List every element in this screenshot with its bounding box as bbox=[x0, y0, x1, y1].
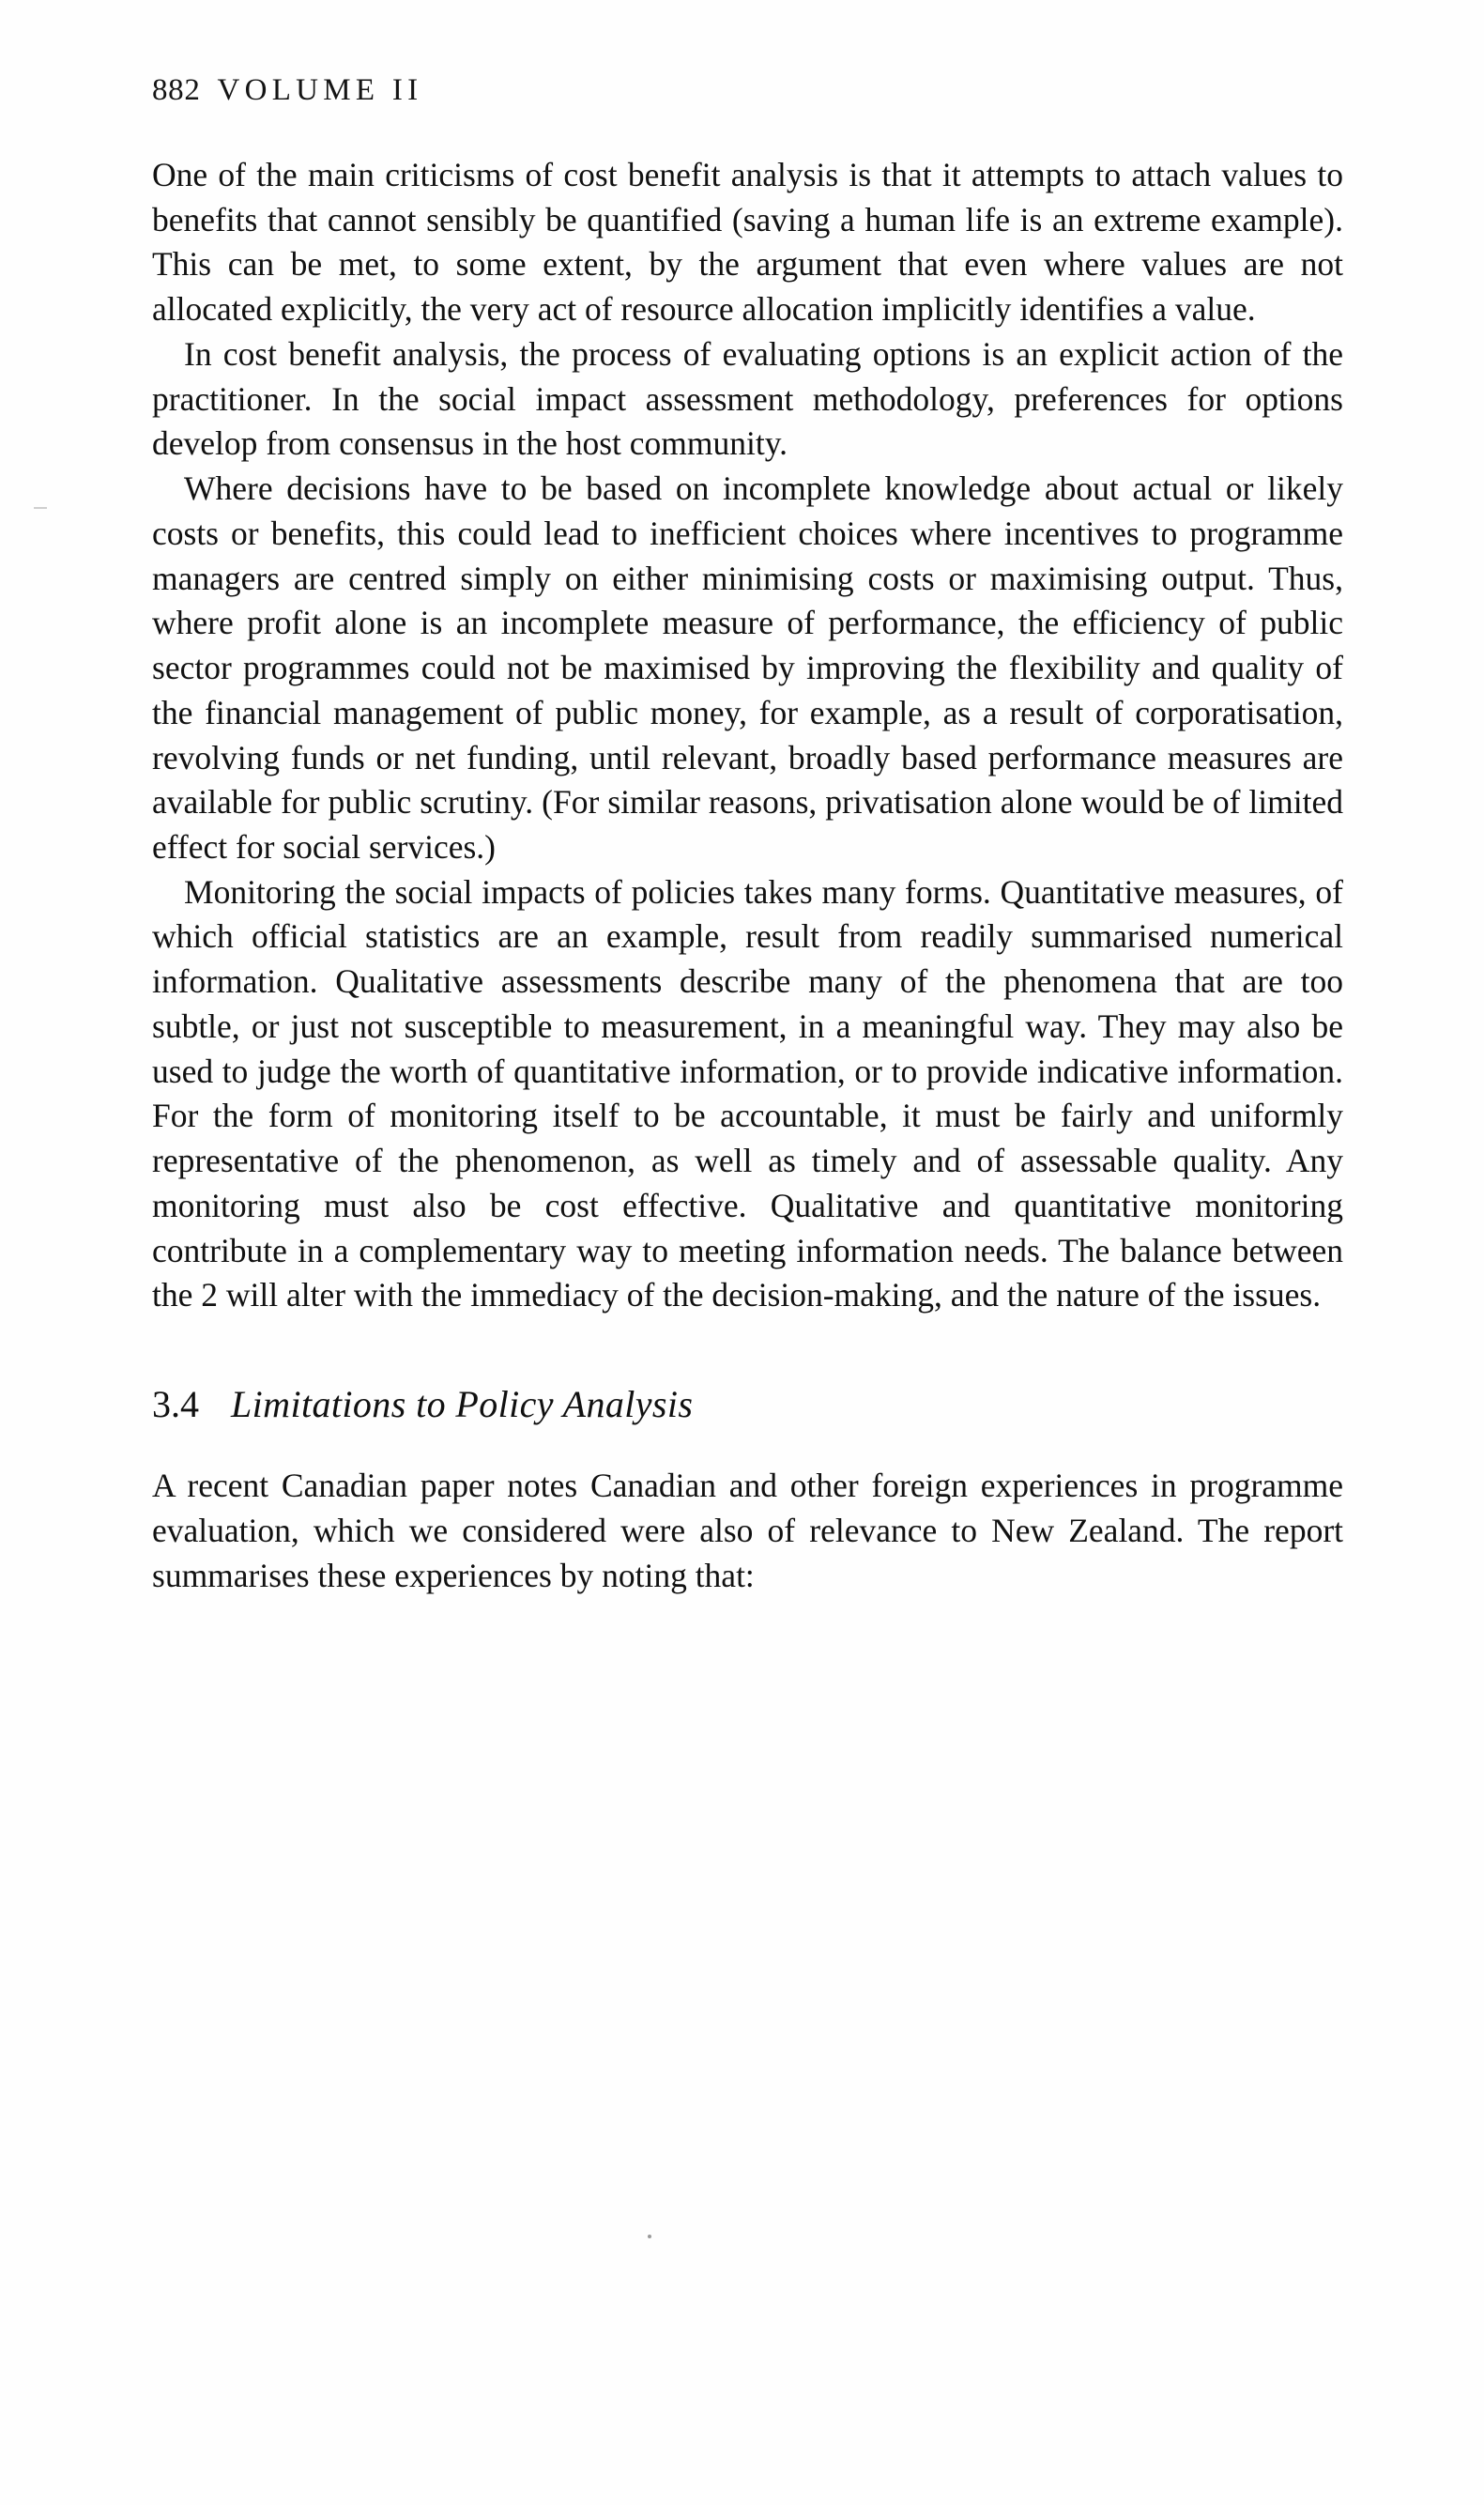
paragraph: Monitoring the social impacts of policies takes many forms. Quantitative measures, of which official statistics are an example, result from readily summarised numerical information. Qualitative assessments describe many of the phenomena that are too subtle, or just not susceptible to measurement, in a meaningful way. They may also be used to judge the worth of quantitative information, or to provide indicative information. For the form of monitoring itself to be accountable, it must be fairly and uniformly representative of the phenomenon, as well as timely and of assessable quality. Any monitoring must also be cost effective. Qualitative and quantitative monitoring contribute in a complementary way to meeting information needs. The balance between the 2 will alter with the immediacy of the decision-making, and the nature of the issues. bbox=[152, 872, 1343, 1314]
running-head bbox=[152, 73, 1343, 108]
stray-ink-mark bbox=[648, 2235, 651, 2238]
closing-text-block bbox=[152, 1464, 1343, 1598]
paragraph: In cost benefit analysis, the process of evaluating options is an explicit action of the practitioner. In the social impact assessment methodology, preferences for options develop from consensus in the host community. bbox=[152, 334, 1343, 463]
section-heading bbox=[152, 1382, 1343, 1426]
page-edge-mark bbox=[34, 507, 47, 509]
paragraph: Where decisions have to be based on incomplete knowledge about actual or likely costs or benefits, this could lead to inefficient choices where incentives to programme managers are centred simply on either minimising costs or maximising output. Thus, where profit alone is an incomplete measure of performance, the efficiency of public sector programmes could not be maximised by improving the flexibility and quality of the financial management of public money, for example, as a result of corporatisation, revolving funds or net funding, until relevant, broadly based performance measures are available for public scrutiny. (For similar reasons, privatisation alone would be of limited effect for social services.) bbox=[152, 469, 1343, 867]
volume-label: VOLUME II bbox=[217, 73, 423, 107]
section-number: 3.4 bbox=[152, 1383, 199, 1426]
section-title: Limitations to Policy Analysis bbox=[231, 1383, 694, 1426]
page-folio-number: 882 bbox=[152, 73, 201, 107]
body-text-block bbox=[152, 153, 1343, 1318]
paragraph: A recent Canadian paper notes Canadian and other foreign experiences in programme evaluation, which we considered were also of relevance to New Zealand. The report summarises these experiences by noting that: bbox=[152, 1467, 1343, 1594]
paragraph: One of the main criticisms of cost benefit analysis is that it attempts to attach values to benefits that cannot sensibly be quantified (saving a human life is an extreme example). This can be met, to some extent, by the argument that even where values are not allocated explicitly, the very act of resource allocation implicitly identifies a value. bbox=[152, 156, 1343, 329]
